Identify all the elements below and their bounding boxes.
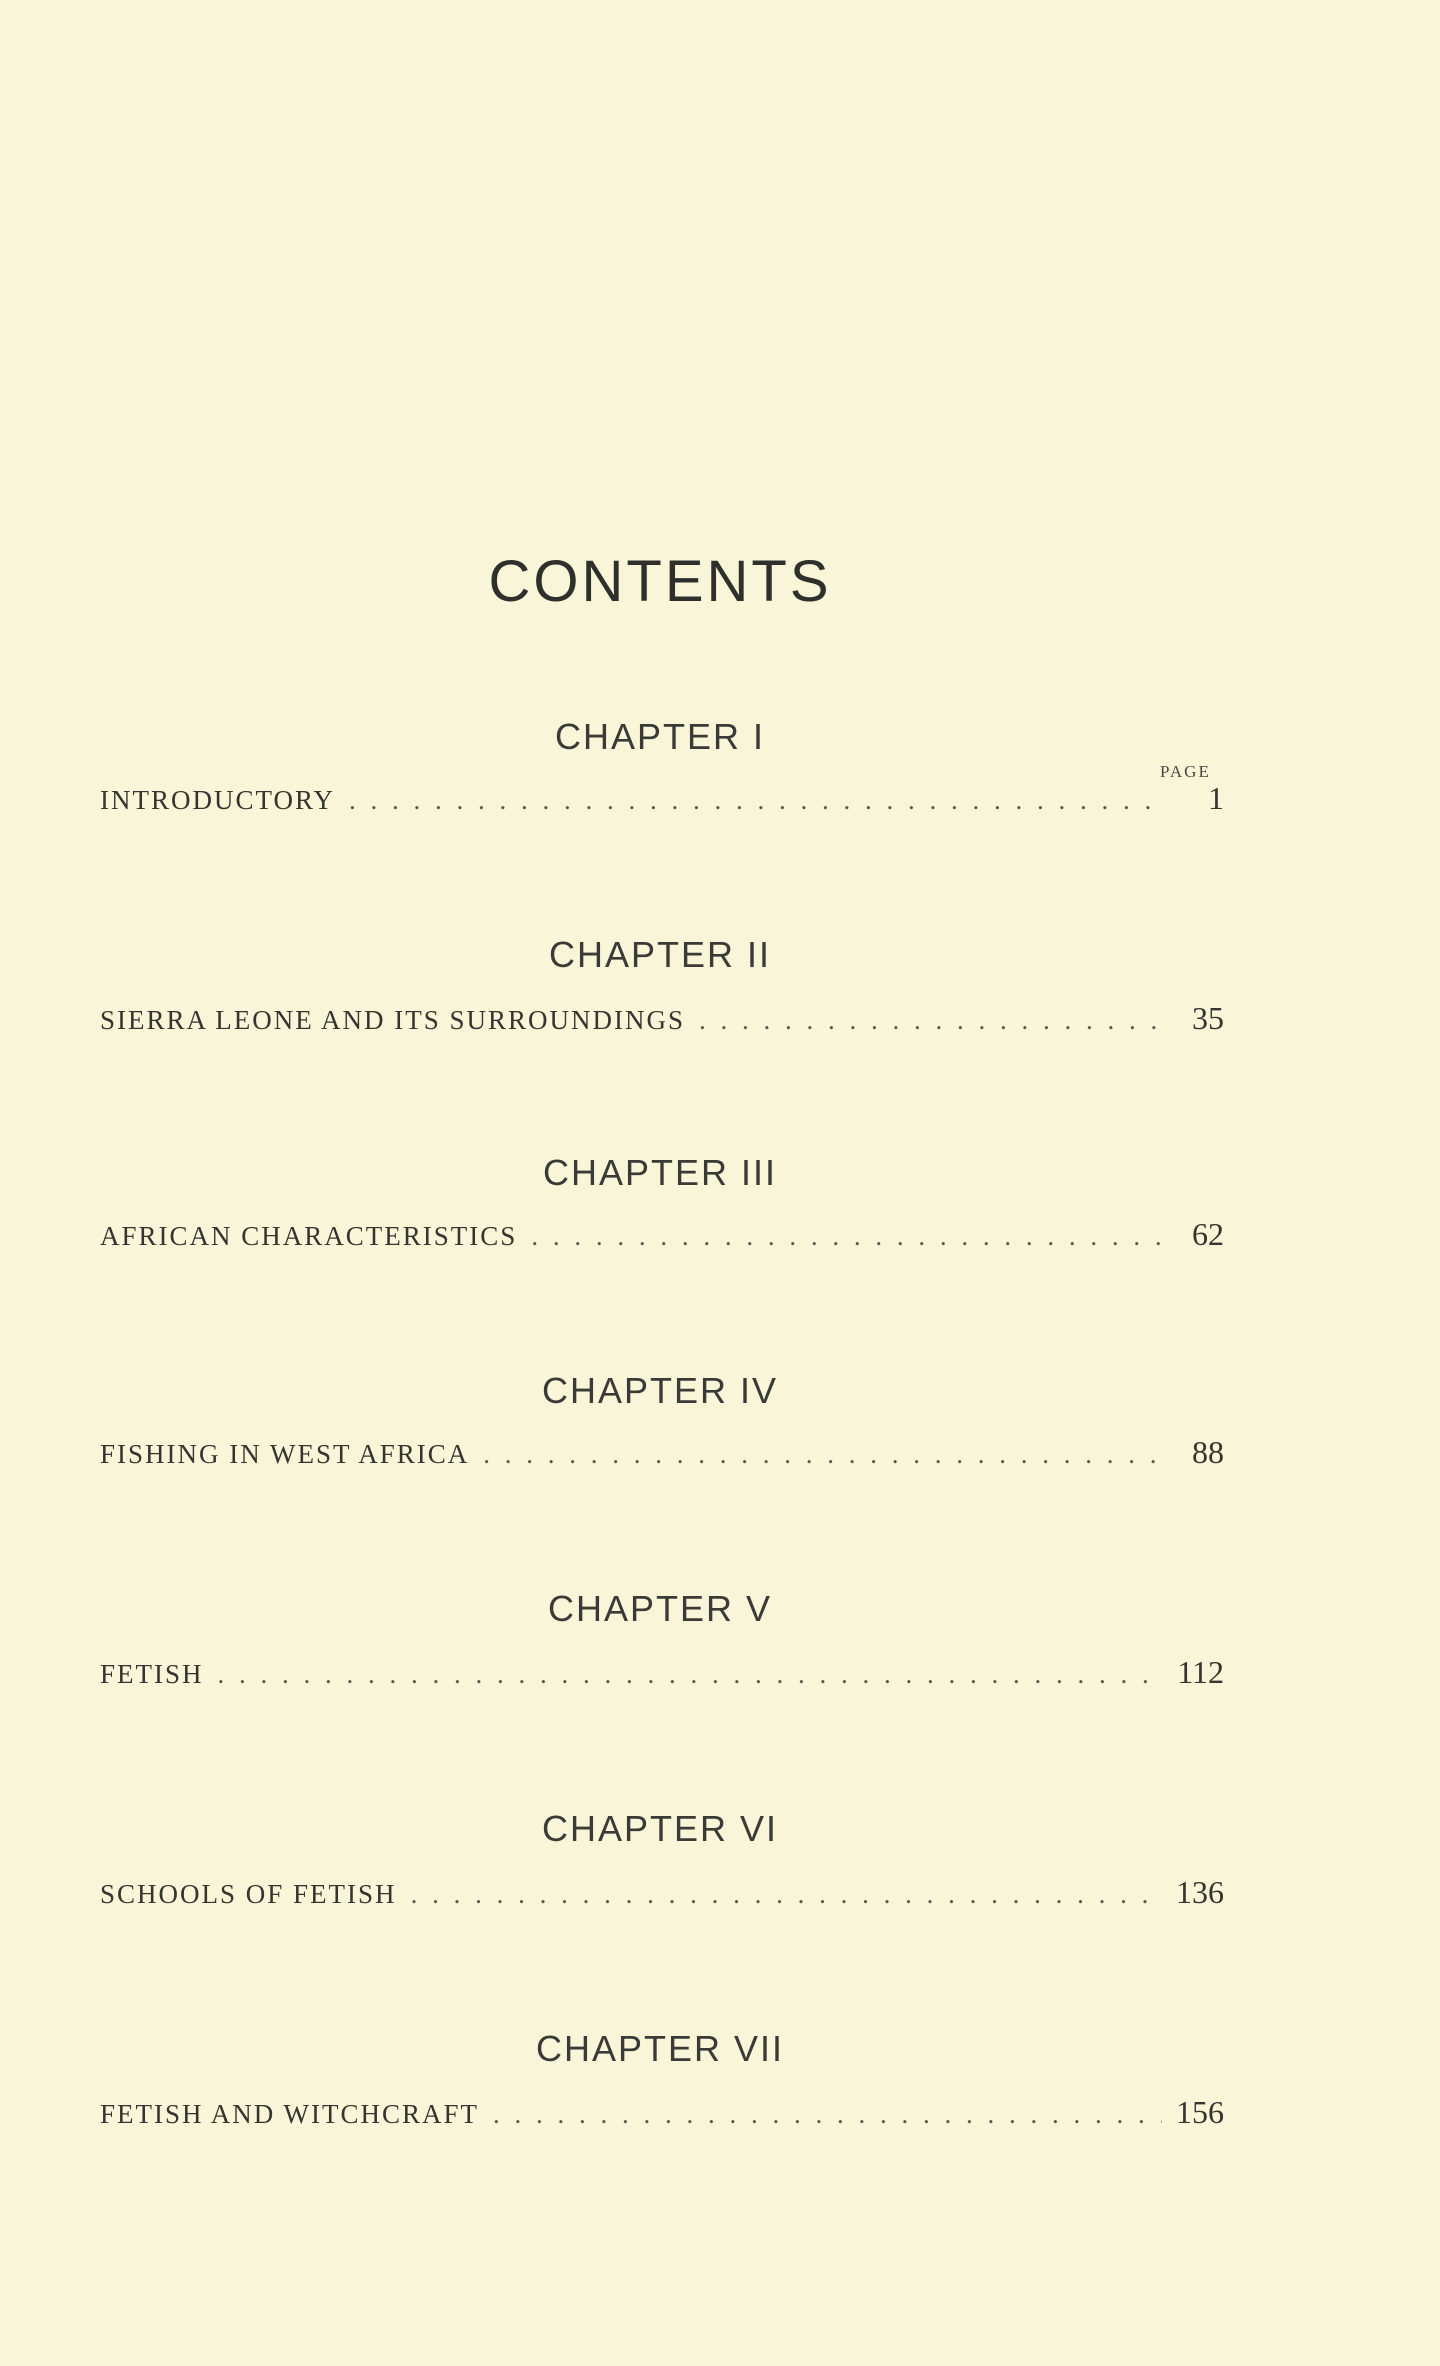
- toc-entry[interactable]: [100, 780, 1224, 817]
- dot-leader: [411, 1879, 1162, 1910]
- chapter-heading: CHAPTER V: [547, 1588, 773, 1629]
- toc-entry-title: SCHOOLS OF FETISH: [100, 1879, 397, 1909]
- toc-entry-page: 88: [1192, 1434, 1224, 1470]
- dot-leader: [218, 1659, 1164, 1690]
- toc-entry-page: 62: [1192, 1216, 1224, 1252]
- chapter-heading: CHAPTER I: [554, 716, 766, 757]
- toc-entry-title: FISHING IN WEST AFRICA: [100, 1439, 470, 1469]
- toc-entry-title: AFRICAN CHARACTERISTICS: [100, 1221, 518, 1251]
- dot-leader: [699, 1005, 1166, 1036]
- toc-entry[interactable]: [100, 1654, 1224, 1691]
- toc-entry-page: 112: [1177, 1654, 1224, 1690]
- chapter-heading: CHAPTER II: [548, 934, 772, 975]
- toc-entry-page: 1: [1208, 780, 1224, 816]
- toc-entry[interactable]: [100, 1434, 1224, 1471]
- toc-entry[interactable]: [100, 1874, 1224, 1911]
- page-title: CONTENTS: [488, 549, 832, 614]
- toc-entry[interactable]: [100, 1000, 1224, 1037]
- toc-entry[interactable]: [100, 2094, 1224, 2131]
- page-column-label: PAGE: [1160, 762, 1211, 781]
- chapter-heading: CHAPTER VI: [541, 1808, 779, 1849]
- chapter-heading: CHAPTER III: [542, 1152, 778, 1193]
- toc-entry-page: 35: [1192, 1000, 1224, 1036]
- dot-leader: [483, 1439, 1166, 1470]
- dot-leader: [531, 1221, 1166, 1252]
- toc-entry-page: 156: [1176, 2094, 1224, 2130]
- chapter-heading: CHAPTER VII: [535, 2028, 785, 2069]
- dot-leader: [493, 2099, 1162, 2130]
- chapter-heading: CHAPTER IV: [541, 1370, 779, 1411]
- toc-entry-title: SIERRA LEONE AND ITS SURROUNDINGS: [100, 1005, 686, 1035]
- toc-entry-title: FETISH: [100, 1659, 204, 1689]
- toc-entry-title: FETISH AND WITCHCRAFT: [100, 2099, 480, 2129]
- toc-entry-page: 136: [1176, 1874, 1224, 1910]
- toc-entry-title: INTRODUCTORY: [100, 785, 336, 815]
- dot-leader: [349, 785, 1166, 816]
- toc-entry[interactable]: [100, 1216, 1224, 1253]
